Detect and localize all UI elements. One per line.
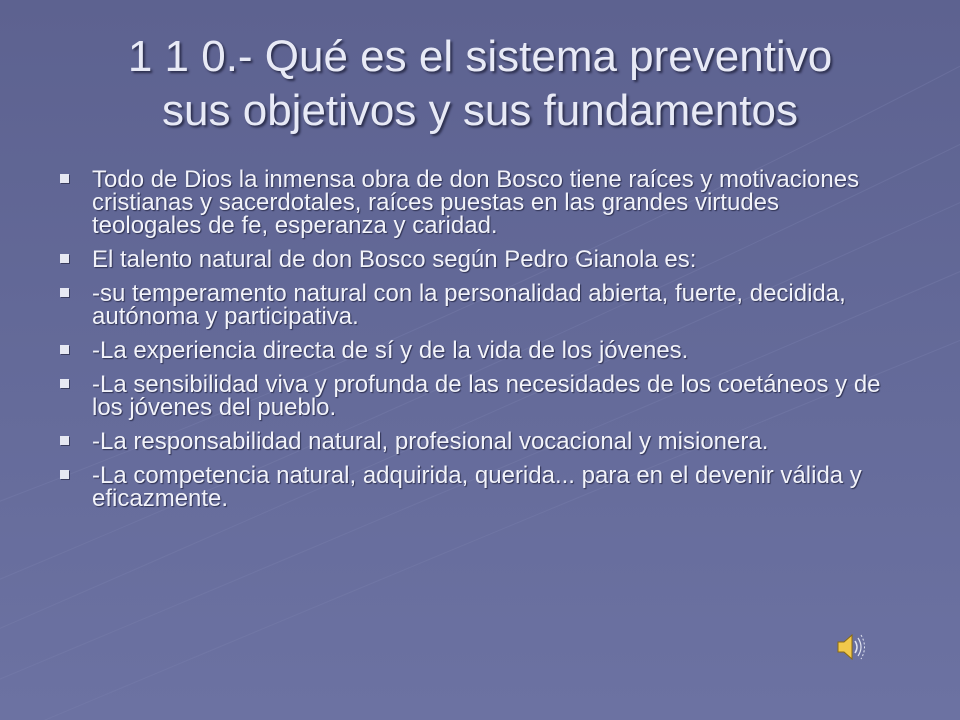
bullet-item	[56, 464, 886, 510]
square-bullet-icon	[60, 345, 69, 354]
bullet-item	[56, 373, 886, 419]
bullet-text: -La experiencia directa de sí y de la vida de los jóvenes.	[92, 337, 689, 364]
bullet-text: -La responsabilidad natural, profesional vocacional y misionera.	[92, 428, 769, 455]
slide-title	[30, 30, 930, 138]
bullet-item	[56, 339, 886, 362]
square-bullet-icon	[60, 470, 69, 479]
bullet-item	[56, 168, 886, 237]
bullet-text: Todo de Dios la inmensa obra de don Bosco tiene raíces y motivaciones cristianas y sacerdotales, raíces puestas en las grandes virtudes teologales de fe, esperanza y caridad.	[92, 166, 860, 239]
square-bullet-icon	[60, 379, 69, 388]
bullet-item	[56, 282, 886, 328]
square-bullet-icon	[60, 436, 69, 445]
square-bullet-icon	[60, 254, 69, 263]
square-bullet-icon	[60, 288, 69, 297]
title-line-1: 1 1 0.- Qué es el sistema preventivo	[127, 32, 833, 81]
bullet-item	[56, 248, 886, 271]
square-bullet-icon	[60, 174, 69, 183]
bullet-text: El talento natural de don Bosco según Pedro Gianola es:	[92, 246, 697, 273]
bullet-text: -La competencia natural, adquirida, querida... para en el devenir válida y eficazmente.	[92, 462, 862, 512]
bullet-item	[56, 430, 886, 453]
bullet-list	[56, 168, 886, 521]
bullet-text: -La sensibilidad viva y profunda de las necesidades de los coetáneos y de los jóvenes del pueblo.	[92, 371, 881, 421]
speaker-icon[interactable]	[834, 630, 868, 664]
title-line-2: sus objetivos y sus fundamentos	[162, 86, 798, 135]
bullet-text: -su temperamento natural con la personalidad abierta, fuerte, decidida, autónoma y participativa.	[92, 280, 846, 330]
